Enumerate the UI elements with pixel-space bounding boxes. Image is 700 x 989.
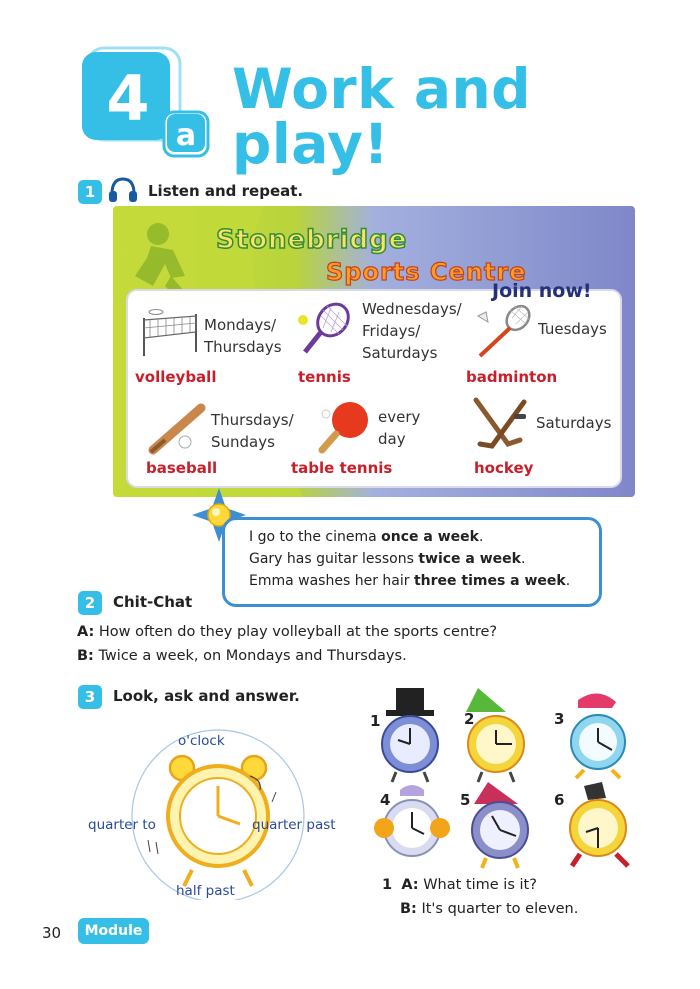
exercise-2-heading: Chit-Chat	[113, 593, 193, 611]
exercise-1-badge: 1	[78, 180, 102, 204]
join-now-text: Join now!	[492, 280, 592, 302]
baseball-bat-icon	[143, 402, 209, 460]
unit-badge	[78, 42, 238, 167]
sport-volleyball: volleyball	[135, 368, 217, 386]
clock-character-6	[570, 782, 628, 866]
example-line-1: I go to the cinema once a week.	[249, 529, 484, 545]
hockey-days: Saturdays	[536, 414, 612, 432]
picture-number-6: 6	[554, 791, 565, 809]
clock-character-1	[382, 688, 438, 782]
chit-chat-line-b: B: Twice a week, on Mondays and Thursdays.	[77, 648, 407, 664]
poster-title	[208, 218, 628, 288]
exercise-1-heading: Listen and repeat.	[148, 182, 304, 200]
example-line-2: Gary has guitar lessons twice a week.	[249, 551, 526, 567]
badminton-days: Tuesdays	[538, 320, 607, 338]
clock-character-5	[472, 782, 528, 868]
clock-characters-grid	[366, 686, 642, 872]
unit-letter: a	[175, 118, 197, 153]
picture-number-4: 4	[380, 791, 391, 809]
poster-name-line1: Stonebridge	[216, 225, 408, 255]
picture-number-1: 1	[370, 712, 381, 730]
exercise-3-heading: Look, ask and answer.	[113, 687, 300, 705]
example-line-3: Emma washes her hair three times a week.	[249, 573, 571, 589]
label-quarter-to: quarter to	[88, 817, 156, 833]
module-tag: Module 2	[78, 918, 149, 944]
clock-character-3	[571, 693, 625, 778]
chit-chat-line-a: A: How often do they play volleyball at the sports centre?	[77, 624, 498, 640]
clock-character-2	[466, 688, 524, 782]
volleyball-days: Mondays/ Thursdays	[204, 316, 282, 356]
exercise-2-badge: 2	[78, 591, 102, 615]
picture-number-3: 3	[554, 710, 565, 728]
baseball-days: Thursdays/ Sundays	[211, 411, 294, 451]
sport-table-tennis: table tennis	[291, 459, 393, 477]
badminton-racket-icon	[472, 302, 534, 360]
example-question: 1 A: What time is it?	[382, 877, 537, 893]
headphones-icon[interactable]	[108, 176, 138, 204]
sport-hockey: hockey	[474, 459, 534, 477]
picture-number-5: 5	[460, 791, 471, 809]
label-quarter-past: quarter past	[252, 817, 336, 833]
page-title: Work and play!	[232, 57, 531, 176]
unit-number: 4	[106, 62, 150, 135]
page-number: 30	[42, 924, 62, 942]
label-half-past: half past	[176, 883, 235, 899]
tennis-racket-icon	[293, 300, 355, 362]
hockey-sticks-icon	[470, 396, 534, 458]
frequency-examples-box	[222, 517, 602, 607]
table-tennis-days: every day	[378, 408, 421, 448]
sport-tennis: tennis	[298, 368, 351, 386]
label-oclock: o'clock	[178, 733, 225, 749]
tennis-days: Wednesdays/ Fridays/ Saturdays	[362, 300, 462, 362]
picture-number-2: 2	[464, 710, 475, 728]
poster-name-line2: Sports Centre	[326, 258, 527, 286]
exercise-3-badge: 3	[78, 685, 102, 709]
example-answer: B: It's quarter to eleven.	[400, 901, 579, 917]
sport-baseball: baseball	[146, 459, 218, 477]
sport-badminton: badminton	[466, 368, 558, 386]
table-tennis-bat-icon	[316, 398, 374, 456]
volleyball-net-icon	[140, 308, 200, 358]
